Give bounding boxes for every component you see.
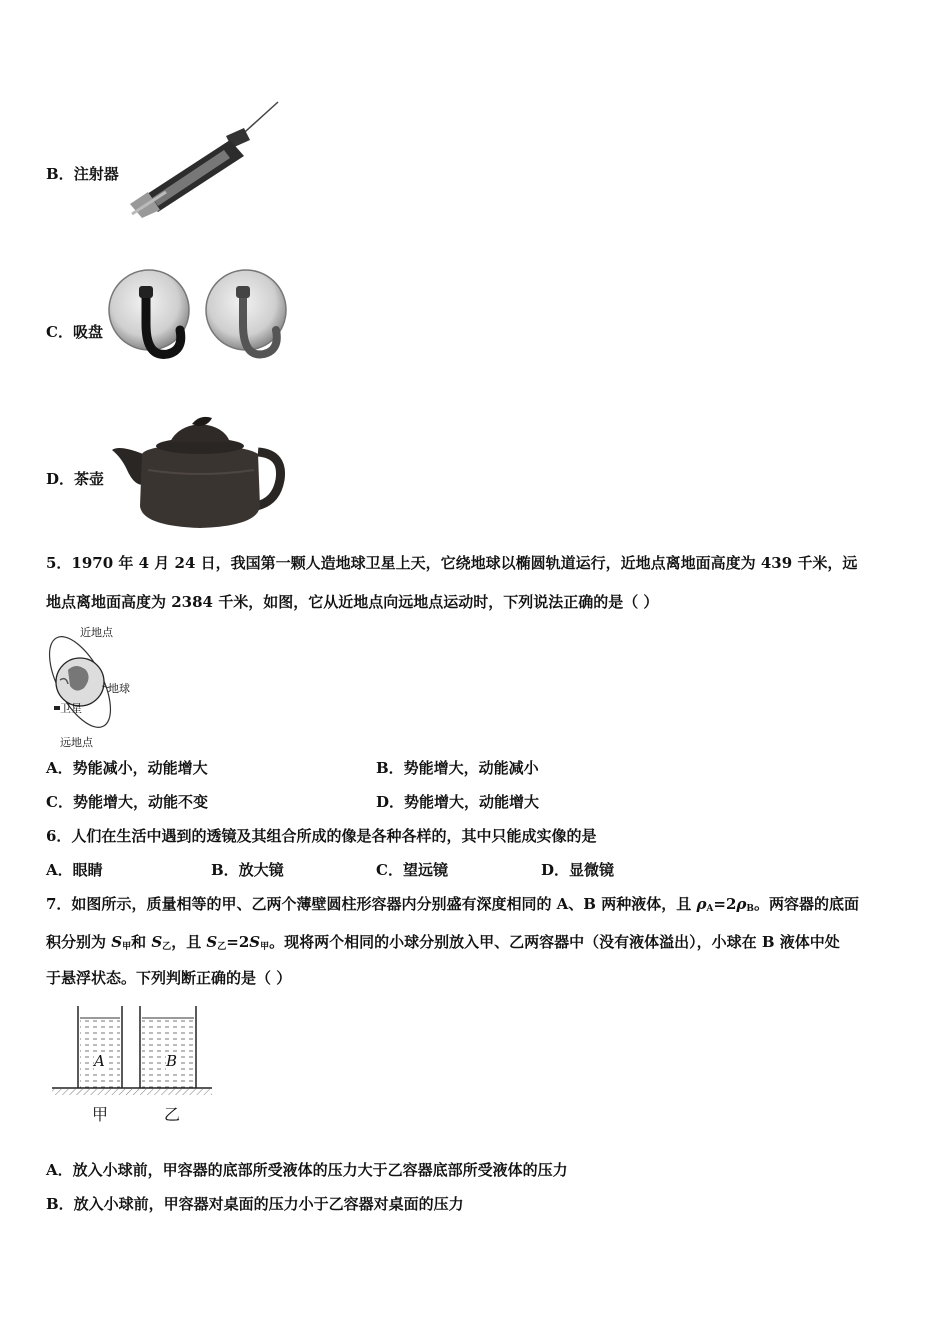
q5-option-b: B．势能增大，动能减小	[376, 759, 539, 777]
q5-option-c: C．势能增大，动能不变	[46, 793, 208, 811]
q7-option-a: A．放入小球前，甲容器的底部所受液体的压力大于乙容器底部所受液体的压力	[46, 1161, 568, 1179]
q7-stem-line1: 7．如图所示，质量相等的甲、乙两个薄壁圆柱形容器内分别盛有深度相同的 A、B 两种液体，且 $\rho_A=2\rho_B$。两容器的底面	[46, 895, 860, 914]
option-label: 注射器	[73, 165, 119, 183]
q6-stem: 6．人们在生活中遇到的透镜及其组合所成的像是各种各样的，其中只能成实像的是	[46, 827, 597, 845]
option-label: 茶壶	[74, 470, 105, 488]
syringe-image	[126, 100, 281, 218]
suction-cups-image	[106, 262, 290, 374]
teapot-image	[108, 414, 286, 532]
q6-option-d: D．显微镜	[541, 861, 615, 879]
q7-stem-line2: 积分别为 $S_甲$和 $S_乙$，且 $S_乙=2S_甲$。现将两个相同的小球分别放入甲、乙两容器中（没有液体溢出），小球在 B 液体中处	[46, 933, 840, 952]
option-letter: D．	[46, 470, 75, 488]
liquid-b-label: B	[166, 1052, 178, 1070]
apogee-label: 远地点	[60, 736, 93, 749]
option-letter: C．	[46, 323, 73, 341]
satellite-label: 卫星	[60, 702, 82, 715]
q6-option-c: C．望远镜	[376, 861, 448, 879]
containers-figure	[52, 1006, 214, 1102]
q6-option-b: B．放大镜	[211, 861, 284, 879]
container-yi-label: 乙	[164, 1105, 181, 1124]
q4-option-c	[46, 322, 103, 342]
q7-option-b: B．放入小球前，甲容器对桌面的压力小于乙容器对桌面的压力	[46, 1195, 464, 1213]
q5-option-a: A．势能减小，动能增大	[46, 759, 208, 777]
option-letter: B．	[46, 165, 74, 183]
perigee-label: 近地点	[80, 626, 113, 639]
q5-stem-line1: 5．1970 年 4 月 24 日，我国第一颗人造地球卫星上天，它绕地球以椭圆轨道运行，近地点离地面高度为 439 千米，远	[46, 554, 858, 572]
q4-option-d	[46, 469, 104, 489]
q5-option-d: D．势能增大，动能增大	[376, 793, 540, 811]
liquid-a-label: A	[94, 1052, 105, 1070]
q6-option-a: A．眼睛	[46, 861, 103, 879]
q7-stem-line3: 于悬浮状态。下列判断正确的是（ ）	[46, 969, 292, 987]
q5-stem-line2: 地点离地面高度为 2384 千米，如图，它从近地点向远地点运动时，下列说法正确的是（ ）	[46, 593, 659, 611]
earth-label: 地球	[108, 682, 130, 695]
q4-option-b	[46, 164, 119, 184]
option-label: 吸盘	[72, 323, 103, 341]
container-jia-label: 甲	[92, 1105, 109, 1124]
